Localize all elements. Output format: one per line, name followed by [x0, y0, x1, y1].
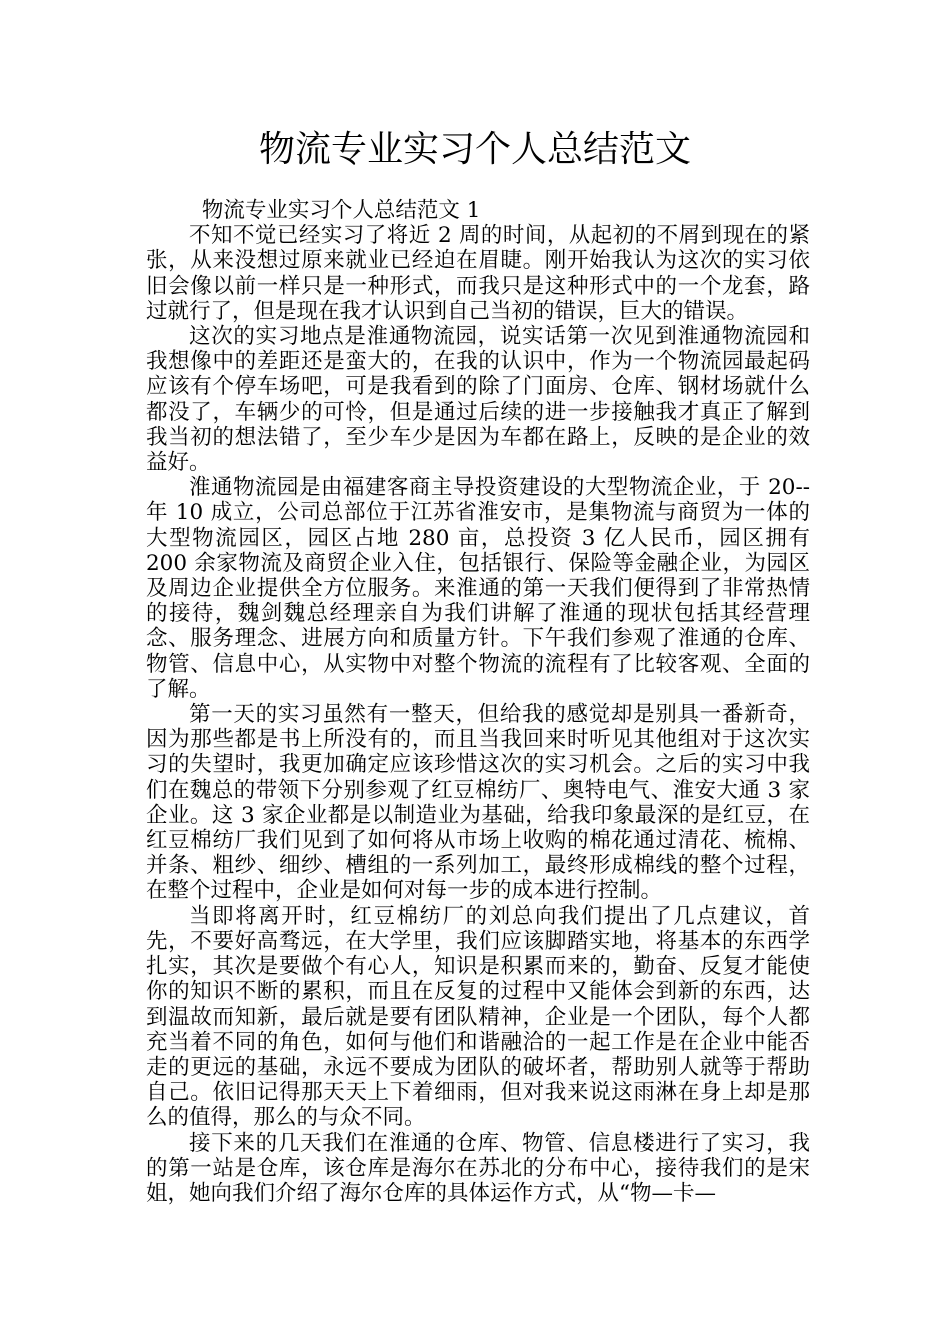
paragraph-4: 第一天的实习虽然有一整天，但给我的感觉却是别具一番新奇，因为那些都是书上所没有的，而且当我回来时听见其他组对于这次实习的失望时，我更加确定应该珍惜这次的实习机会。之后的实习中我们在魏总的带领下分别参观了红豆棉纺厂、奥特电气、淮安大通 3 家企业。这 3 家企业都是以制造业为基础，给我印象最深的是红豆，在红豆棉纺厂我们见到了如何将从市场上收购的棉花通过清花、梳棉、并条、粗纱、细纱、槽组的一系列加工，最终形成棉线的整个过程，在整个过程中，企业是如何对每一步的成本进行控制。: [146, 702, 810, 904]
paragraph-1: 不知不觉已经实习了将近 2 周的时间，从起初的不屑到现在的紧张，从来没想过原来就业已经迫在眉睫。刚开始我认为这次的实习依旧会像以前一样只是一种形式，而我只是这种形式中的一个龙套，路过就行了，但是现在我才认识到自己当初的错误，巨大的错误。: [146, 223, 810, 324]
document-title: 物流专业实习个人总结范文: [258, 129, 691, 170]
paragraph-5: 当即将离开时，红豆棉纺厂的刘总向我们提出了几点建议，首先，不要好高骛远，在大学里，我们应该脚踏实地，将基本的东西学扎实，其次是要做个有心人，知识是积累而来的，勤奋、反复才能使你的知识不断的累积，而且在反复的过程中又能体会到新的东西，达到温故而知新，最后就是要有团队精神，企业是一个团队，每个人都充当着不同的角色，如何与他们和谐融洽的一起工作是在企业中能否走的更远的基础，永远不要成为团队的破坏者，帮助别人就等于帮助自己。依旧记得那天天上下着细雨，但对我来说这雨淋在身上却是那么的值得，那么的与众不同。: [146, 903, 810, 1131]
paragraph-3: 淮通物流园是由福建客商主导投资建设的大型物流企业，于 20--年 10 成立，公司总部位于江苏省淮安市，是集物流与商贸为一体的大型物流园区，园区占地 280 亩，总投资 3 亿人民币，园区拥有 200 余家物流及商贸企业入住，包括银行、保险等金融企业，为园区及周边企业提供全方位服务。来淮通的第一天我们便得到了非常热情的接待，魏剑魏总经理亲自为我们讲解了淮通的现状包括其经营理念、服务理念、进展方向和质量方针。下午我们参观了淮通的仓库、物管、信息中心，从实物中对整个物流的流程有了比较客观、全面的了解。: [146, 475, 810, 702]
section-subheading: 物流专业实习个人总结范文 1: [201, 198, 481, 223]
paragraph-6: 接下来的几天我们在淮通的仓库、物管、信息楼进行了实习，我的第一站是仓库，该仓库是海尔在苏北的分布中心，接待我们的是宋姐，她向我们介绍了海尔仓库的具体运作方式，从“物—卡—: [146, 1130, 810, 1206]
document-body: [146, 198, 810, 1206]
paragraph-2: 这次的实习地点是淮通物流园，说实话第一次见到淮通物流园和我想像中的差距还是蛮大的，在我的认识中，作为一个物流园最起码应该有个停车场吧，可是我看到的除了门面房、仓库、钢材场就什么都没了，车辆少的可怜，但是通过后续的进一步接触我才真正了解到我当初的想法错了，至少车少是因为车都在路上，反映的是企业的效益好。: [146, 324, 810, 476]
